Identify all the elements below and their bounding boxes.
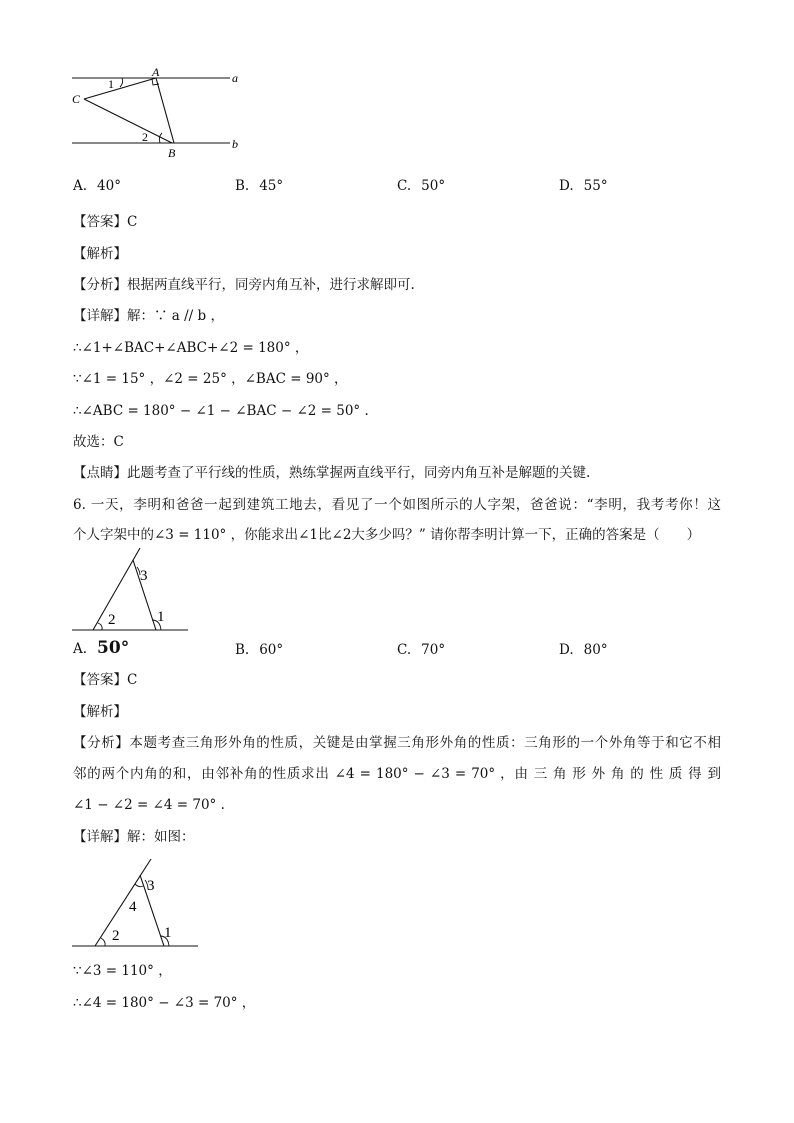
label-1: 1 [157,609,165,625]
option-letter: D. [559,178,574,194]
option-value: 50° [97,638,130,658]
segment-ca [84,78,156,99]
q5-option-c [397,177,445,195]
option-letter: C. [397,642,412,658]
left-beam [95,859,151,946]
option-letter: A. [73,178,88,194]
q5-fenxi: 【分析】根据两直线平行，同旁内角互补，进行求解即可. [73,277,415,293]
label-C: C [72,92,81,106]
q6-option-d [559,641,608,659]
q5-step3: ∴∠ABC = 180° − ∠1 − ∠BAC − ∠2 = 50° . [73,403,369,419]
q6-xiangjie: 【详解】解：如图： [73,829,195,845]
option-letter: B. [235,642,250,658]
aframe-figure-annotated [60,855,210,955]
q5-option-b [235,177,283,195]
segment-ab [156,78,174,143]
label-2: 2 [108,612,116,628]
label-3: 3 [147,878,155,894]
q5-option-d [559,177,608,195]
label-B: B [168,146,176,160]
q6-option-a [73,639,129,658]
q6-stem-line1: 6. 一天，李明和爸爸一起到建筑工地去，看见了一个如图所示的人字架，爸爸说：“李明，我考考你！这 [73,497,721,513]
q5-guxuan: 故选：C [73,434,124,450]
option-value: 70° [421,642,446,658]
label-1: 1 [164,925,172,941]
parallel-lines-figure [60,62,260,162]
option-letter: D. [559,642,574,658]
q5-answer: 【答案】C [73,214,138,230]
label-2: 2 [112,928,120,944]
option-value: 80° [583,642,608,658]
q6-jiexi: 【解析】 [73,704,127,720]
angle4-arc [135,884,143,887]
q6-fenxi-line1: 【分析】本题考查三角形外角的性质，关键是由掌握三角形外角的性质：三角形的一个外角等于和它不相 [73,735,721,751]
q6-answer: 【答案】C [73,672,138,688]
angle2-arc [98,623,102,630]
label-2: 2 [142,130,148,144]
label-4: 4 [129,899,137,915]
label-a: a [232,71,238,85]
q5-dianjing: 【点睛】此题考查了平行线的性质，熟练掌握两直线平行，同旁内角互补是解题的关键. [73,465,591,481]
angle2-arc [101,938,105,946]
option-letter: A. [73,641,88,657]
q5-xiangjie: 【详解】解：∵ a // b ， [73,308,224,324]
option-value: 50° [421,178,446,194]
q5-option-a [73,177,121,195]
q6-step1: ∵∠3 = 110° ， [73,963,172,979]
angle1-arc [120,78,123,87]
option-letter: B. [235,178,250,194]
q5-step2: ∵∠1 = 15° ，∠2 = 25° ，∠BAC = 90° ， [73,371,348,387]
option-value: 60° [259,642,284,658]
q6-stem-line2: 个人字架中的∠3 = 110° ，你能求出∠1比∠2大多少吗？” 请你帮李明计算一下，正确的答案是（ ） [73,527,701,543]
label-b: b [232,137,238,151]
segment-cb [84,99,172,143]
q5-step1: ∴∠1+∠BAC+∠ABC+∠2 = 180° ， [73,340,309,356]
label-3: 3 [140,568,148,584]
q6-fenxi-line3: ∠1 − ∠2 = ∠4 = 70° . [73,797,225,813]
aframe-figure [60,545,200,640]
option-value: 40° [97,178,121,194]
right-angle-mark [152,79,159,85]
label-A: A [152,65,160,79]
option-value: 45° [259,178,284,194]
q5-jiexi: 【解析】 [73,246,127,262]
option-value: 55° [583,178,608,194]
q6-option-b [235,641,283,659]
label-1: 1 [108,77,114,91]
option-letter: C. [397,178,412,194]
q6-step2: ∴∠4 = 180° − ∠3 = 70° ， [73,995,256,1011]
q6-fenxi-line2: 邻的两个内角的和，由邻补角的性质求出 ∠4 = 180° − ∠3 = 70° ，由 三 角 形 外 角 的 性 质 得 到 [73,766,721,782]
q6-option-c [397,641,445,659]
